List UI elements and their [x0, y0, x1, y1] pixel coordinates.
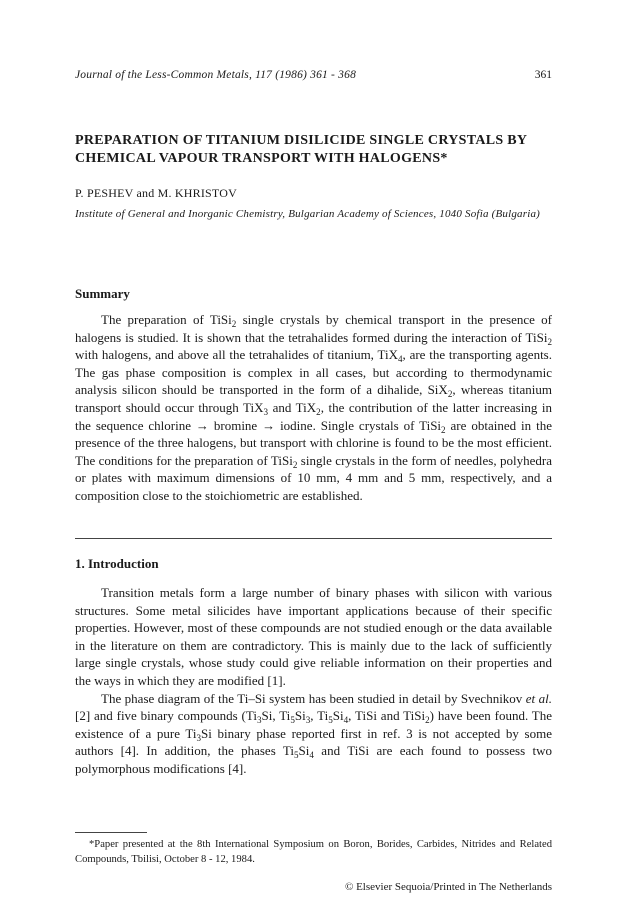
introduction-heading: 1. Introduction — [75, 556, 159, 571]
intro-text: [2] and five binary compounds (Ti — [75, 708, 257, 724]
intro-text: Si — [298, 743, 310, 759]
summary-text-9: single crystals in the form of needles, polyhedra or plates with maximum dimensions of 10 mm, 4 mm and 5 mm, respectively, and a composition close to the stoichiometric are established. — [75, 452, 552, 503]
intro-text: , Ti — [310, 708, 329, 724]
summary-text-5: , whereas titanium transport should occur through TiX — [75, 382, 553, 415]
article-title-line-2: CHEMICAL VAPOUR TRANSPORT WITH HALOGENS* — [75, 151, 448, 166]
subscript: 3 — [196, 732, 202, 743]
subscript: 5 — [290, 715, 295, 726]
article-title-line-1: PREPARATION OF TITANIUM DISILICIDE SINGLE CRYSTALS BY — [75, 133, 528, 148]
authors-conjunction: and — [136, 186, 155, 200]
summary-text-7: , the contribution of the latter increasing in the sequence chlorine → bromine → iodine. Single crystals of TiSi — [75, 399, 552, 433]
footnote-divider — [75, 832, 147, 833]
subscript: 2 — [292, 459, 298, 470]
intro-text: Si — [294, 708, 306, 724]
author-peshev: P. PESHEV — [75, 186, 134, 200]
intro-text: Si, Ti — [261, 708, 291, 724]
subscript: 2 — [447, 389, 453, 400]
introduction-paragraph-1: Transition metals form a large number of binary phases with silicon with various structures. Some metal silicides have important applications because of their specific properties. However, most of these compounds are not studied enough or the data available in the literature on them are contradictory. This is mainly due to the lack of sufficiently large single crystals, whose study could give reliable information on their properties and the ways in which they are modified [1]. — [75, 585, 552, 688]
subscript: 3 — [263, 406, 269, 417]
article-authors — [75, 186, 237, 201]
summary-text-4: , are the transporting agents. The gas phase composition is complex in all cases, but according to thermodynamic analysis silicon should be transported in the form of a dihalide, SiX — [75, 347, 552, 398]
subscript: 3 — [305, 715, 311, 726]
subscript: 4 — [397, 354, 403, 365]
page-number: 361 — [534, 69, 552, 81]
author-khristov: M. KHRISTOV — [157, 186, 237, 200]
section-divider — [75, 538, 552, 539]
author-affiliation: Institute of General and Inorganic Chemistry, Bulgarian Academy of Sciences, 1040 Sofia (Bulgaria) — [75, 208, 541, 220]
subscript: 4 — [309, 750, 314, 761]
introduction-body — [75, 584, 552, 778]
summary-text-3: with halogens, and above all the tetrahalides of titanium, TiX — [75, 347, 398, 363]
intro-text: , TiSi and TiSi — [348, 708, 426, 724]
subscript: 3 — [256, 715, 262, 726]
intro-text: Si binary phase reported first in ref. 3 is not accepted by some authors [4]. In addition, the phases Ti — [75, 725, 552, 759]
summary-text-6: and TiX — [268, 399, 317, 415]
subscript: 2 — [441, 424, 446, 435]
article-title — [75, 132, 555, 168]
subscript: 2 — [425, 715, 430, 726]
intro-text: ) have been found. The existence of a pure Ti — [75, 708, 553, 741]
summary-text-8: are obtained in the presence of the three halogens, but transport with chlorine is found to be the most efficient. The conditions for the preparation of TiSi — [75, 417, 552, 468]
introduction-paragraph-2 — [75, 690, 552, 778]
intro-text: Si — [332, 708, 344, 724]
subscript: 2 — [316, 406, 321, 417]
subscript: 2 — [231, 319, 237, 329]
subscript: 5 — [328, 715, 333, 726]
summary-heading: Summary — [75, 286, 130, 301]
summary-paragraph — [75, 311, 552, 505]
footnote-text: *Paper presented at the 8th International Symposium on Boron, Borides, Carbides, Nitrides and Related Compounds, Tbilisi, October 8 - 12, 1984. — [75, 839, 552, 865]
subscript: 4 — [343, 715, 349, 726]
et-al: et al. — [525, 690, 552, 706]
summary-text-2: single crystals by chemical transport in the presence of halogens is studied. It is shown that the tetrahalides formed during the interaction of TiSi — [75, 312, 553, 345]
journal-citation: Journal of the Less-Common Metals, 117 (1986) 361 - 368 — [75, 69, 357, 81]
summary-text-1: The preparation of TiSi — [101, 312, 232, 327]
subscript: 2 — [547, 336, 552, 347]
subscript: 5 — [294, 750, 299, 761]
copyright-line: © Elsevier Sequoia/Printed in The Netherlands — [344, 881, 552, 893]
footnote — [75, 838, 552, 867]
intro-text: The phase diagram of the Ti–Si system has been studied in detail by Svechnikov — [101, 690, 526, 706]
intro-text: and TiSi are each found to possess two polymorphous modifications [4]. — [75, 743, 553, 776]
